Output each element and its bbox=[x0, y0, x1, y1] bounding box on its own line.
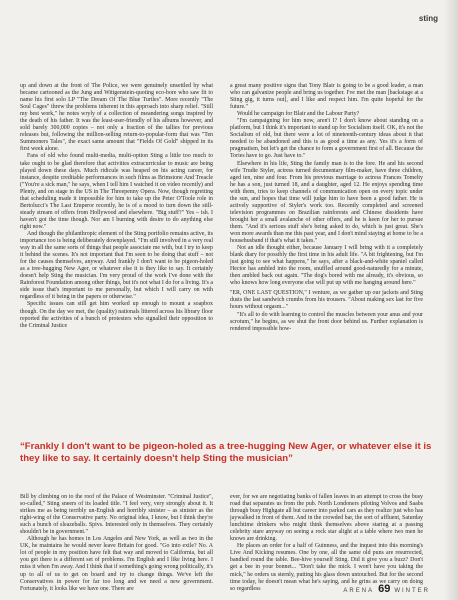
paragraph: Although he has homes in Los Angeles and New York, as well as two in the UK, he maintains he would never leave Britain for good. "Go into exile? No. A lot of people in my position have felt that way and moved to California, but all you get there is a different set of problems. I'm English and I like living here. I miss it when I'm away. And I think that if something's going wrong politically, it's up to all of us to get on board and try to change things. We've left the Conservatives in power for far too long and we need a new government. Fortunately, it looks like we have one. There are bbox=[20, 536, 213, 592]
paragraph: Fans of old who found multi-media, multi-option Sting a little too much to take ought to be glad therefore that activities extracurricular to music are being played down these days. Much ridicule was heaped on his acting career, for instance, despite creditable performances in such films as Brimstone And Treacle ("You're a sick man," he says, when I tell him I watched it on video recently) and Plenty, and on stage in the US in The Threepenny Opera. Now, though regretting that scheduling made it impossible for him to take up the Peter O'Toole role in Bertolucci's The Last Emperor recently, he is of a mood to turn down the still-steady stream of offers from Hollywood and elsewhere. "Big stuff?" Yes – ish. I haven't got the time though. Nor am I burning with desire to do anything else right now." bbox=[20, 153, 213, 230]
paragraph: Not an idle thought either, because January I will bring with it a completely blank diary for possibly the first time in his adult life. "A bit frightening, but I'm just going to see what happens," he says, after a black-and-white spaniel called Hector has ambled into the room, snuffled around good-naturedly for a minute, then ambled back out again. "The dog's bored with me already, it's obvious, so who knows how long everyone else will put up with me hanging around here." bbox=[230, 245, 423, 287]
paragraph: Would he campaign for Blair and the Labour Party? bbox=[237, 111, 360, 118]
paragraph: Bill by climbing on to the roof of the Palace of Westminster. "Criminal Justice", so-called," Sting sneers of its loaded title. "I feel very, very strongly about it. It strikes me as being terribly un-English and horribly sinister – as sinister as the right-wing of the Conservative party. No original idea, I know, but I think they're such a bunch of sleazeballs. Spivs. Interested only in themselves. They certainly shouldn't be in government." bbox=[20, 494, 213, 536]
article-column-bottom-left bbox=[20, 494, 213, 592]
article-column-top-left bbox=[20, 83, 213, 440]
paragraph: And though the philanthropic element of the Sting portfolio remains active, its importance too is being deliberately downplayed. "I'm still involved in a very real way in all the same sorts of things that people associate me with, but I try to keep it behind the scenes. It's not important that I'm seen to be doing that stuff – not for the causes themselves, anyway. And frankly I don't want to be pigeon-holed as a tree-hugging New Ager, or whatever else it is they like to say. It certainly doesn't help Sting the musician. I'm very proud of the work I've done with the Rainforest Foundation among other things, but it's not what I do for a living. It's a side issue that's important to me personally, but which I will carry on with regardless of it being in the papers or otherwise." bbox=[20, 230, 213, 301]
magazine-name: ARENA bbox=[343, 588, 375, 594]
paragraph: "I'm campaigning for him now, aren't I? I don't know about standing on a platform, but I think it's important to stand up for Socialism itself. OK, it's not the Socialism of old, but there were a lot of nineteenth-century ideas about it that needed to be abandoned and this is as good a time as any. Yes it's a form of pragmatism, but let's get the chance to form a government first of all. Because the Tories have to go. Just have to." bbox=[230, 118, 423, 160]
page-footer bbox=[343, 583, 430, 595]
paragraph: "It's all to do with learning to control the muscles between your anus and your scrotum," he begins, as we shut the front door behind us. Further explanation is rendered impossible how- bbox=[230, 311, 423, 332]
article-column-top-right bbox=[230, 83, 423, 440]
issue-label: WINTER bbox=[394, 588, 430, 594]
paragraph: up and down at the front of The Police, we were genuinely unsettled by what became cartooned as the Jung and Wittgenstein-quoting eco-bore who saw fit to name his first solo LP "The Dream Of The Blue Turtles". More recently "The Soul Cages" threw the problems inherent in this approach into sharp relief. "Still my best work," he notes wryly of a collection of meandering songs inspired by the death of his father. It was the least-user-friendly of his albums however, and sold barely 300,000 copies – not only a fraction of the tallies for previous releases but, following the million-selling return-to-popular-form that was "Ten Summoners Tales", the exact same amount that "Fields Of Gold" shipped in its first week alone. bbox=[20, 83, 213, 153]
paragraph: a great many positive signs that Tony Blair is going to be a good leader, a man who can galvanize people and bring us together. I've met the man [backstage at a Sting gig, it turns out], and I like and respect him. I'm quite hopeful for the future." bbox=[230, 83, 423, 111]
pull-quote: “Frankly I don't want to be pigeon-holed as a tree-hugging New Ager, or whatever else it is they like to say. It certainly doesn't help Sting the musician” bbox=[20, 441, 432, 464]
page-number: 69 bbox=[378, 583, 391, 595]
paragraph: He places an order for a half of Guinness, and the inquest into this morning's Live And Kicking resumes. One by one, all the same old puns are resurrected, bandied round the table. Bee-hive yourself Sting. Did it give you a buzz? Don't get a bee in your bonnet... "Don't take the mick. I won't have you taking the mick," he orders us sternly, putting his glass down untouched. But for the second time today, he doesn't mean what he's saying, and he grins as we carry on doing so regardless bbox=[230, 543, 423, 592]
paragraph: Specific issues can still get him worked up enough to mount a soapbox though. On the day we met, the (quality) nationals littered across his library floor reported the activities of a bunch of protesters who signalled their opposition to the Criminal Justice bbox=[20, 301, 213, 329]
paragraph: "ER, ONE LAST QUESTION," I venture, as we gather up our jackets and Sting dusts the last sandwich crumbs from his trousers. "About making sex last for five hours without orgasm..." bbox=[230, 290, 423, 311]
paragraph: ever, for we are negotiating banks of fallen leaves in an attempt to cross the busy road that separates us from the pub. North Londoners piloting Volvos and Saabs through busy Highgate all but career into parked cars as they realize just who has jaywalked in front of them. And in the crowded bar, the sort of affluent, Saturday lunchtime drinkers who might think themselves above staring at a passing celebrity stare anyway on seeing a rock star alight at a table where two men he knows are drinking. bbox=[230, 494, 423, 543]
page-edge-shadow bbox=[444, 0, 458, 600]
section-label: sting bbox=[418, 14, 438, 23]
paragraph: Elsewhere in his life, Sting the family man is to the fore. He and his second wife Trudie Styler, actress turned documentary film-maker, have three children, aged ten, nine and four. From his previous marriage to actress Frances Tomelty he has a son, just turned 18, and a daughter, aged 12. He enjoys spending time with them, tries to keep channels of communication open on every topic under the sun, and hopes that time will judge him to have been a good father. He is actively supportive of Styler's work too. Recently completed and screened television programmes on Brazilian rainforests and Chinese dissidents have brought her a small avalanche of other offers, and he is keen for her to pursue them. "And it's serious stuff she's being asked to do, which is just great. She's won more awards than me this past year, and I don't mind staying at home to be a househusband if that's what it takes." bbox=[230, 160, 423, 245]
